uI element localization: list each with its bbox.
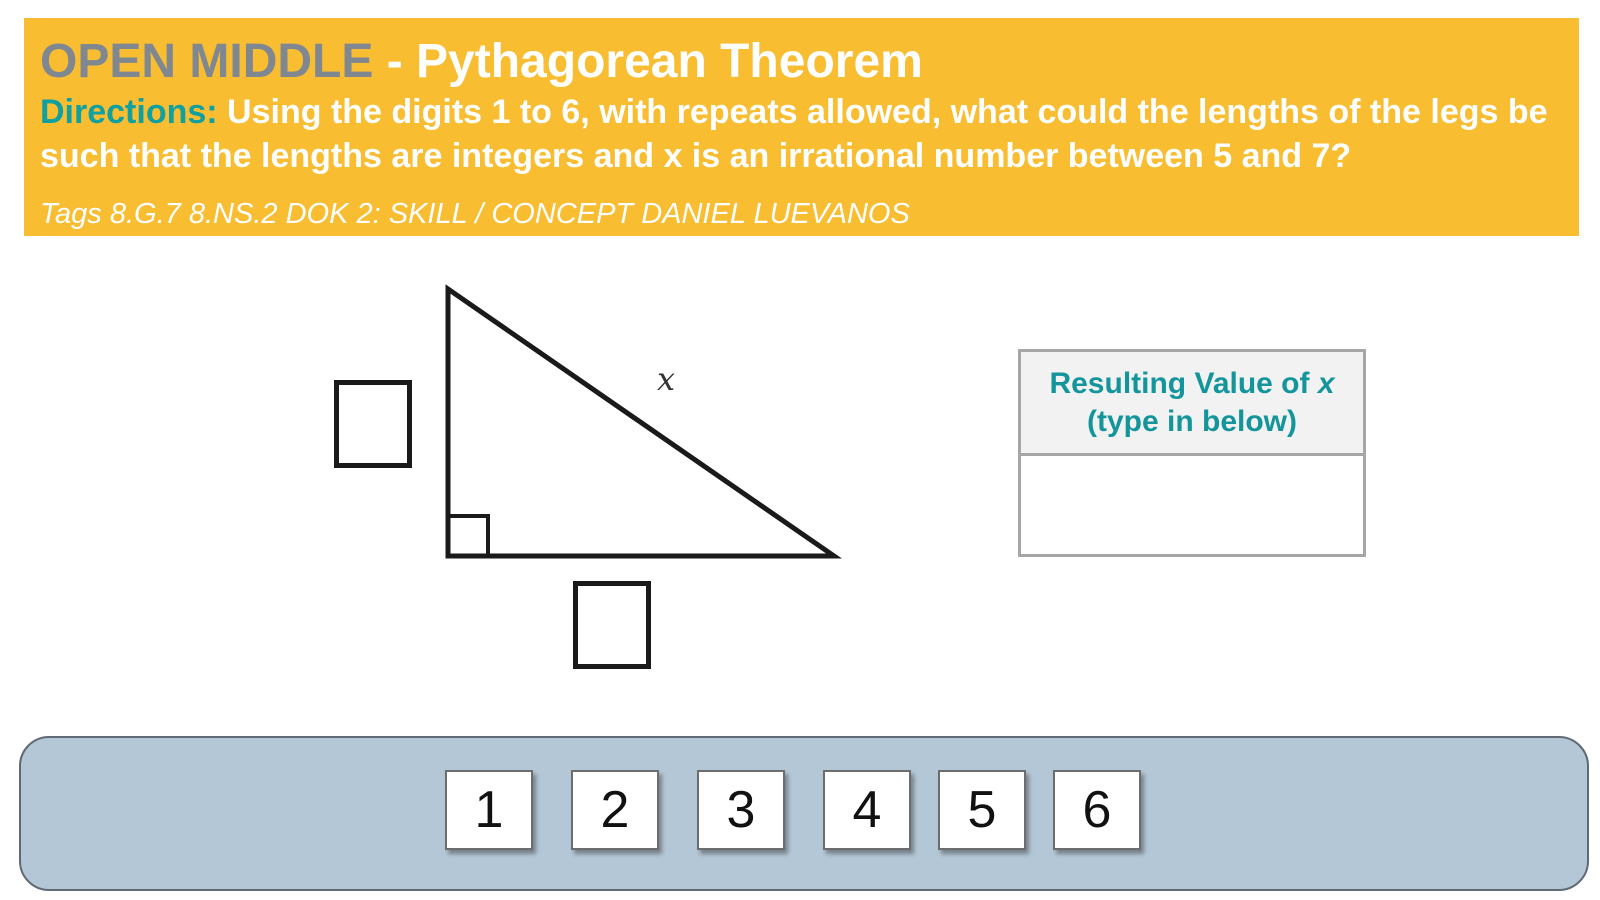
digit-tile-3[interactable]: 3 [697,770,785,850]
vertical-leg-drop-box[interactable] [334,380,412,468]
title-separator: - [386,35,403,88]
digit-tile-2[interactable]: 2 [571,770,659,850]
digit-tile-1[interactable]: 1 [445,770,533,850]
page-title [40,34,1579,90]
tags-line: Tags 8.G.7 8.NS.2 DOK 2: SKILL / CONCEPT DANIEL LUEVANOS [40,198,910,230]
digit-tile-4[interactable]: 4 [823,770,911,850]
result-header-variable: x [1317,366,1335,400]
digit-tile-6[interactable]: 6 [1053,770,1141,850]
title-brand: OPEN MIDDLE [40,35,374,88]
result-header-line1 [1049,365,1334,403]
result-header-line2: (type in below) [1087,404,1297,438]
triangle-shape [448,289,834,556]
header-banner [24,18,1579,236]
directions-text: Using the digits 1 to 6, with repeats allowed, what could the lengths of the legs be such that the lengths are integers and x is an irrational number between 5 and 7? [40,93,1548,175]
right-angle-marker [448,516,488,556]
digit-tile-5[interactable]: 5 [938,770,1026,850]
result-table [1018,349,1366,557]
result-header-prefix: Resulting Value of [1049,366,1310,400]
directions [40,90,1579,178]
horizontal-leg-drop-box[interactable] [573,581,651,669]
result-value-input[interactable] [1021,456,1363,554]
title-topic: Pythagorean Theorem [416,35,923,88]
result-header [1021,352,1363,456]
digit-tray [19,736,1589,891]
directions-label: Directions: [40,93,218,131]
hypotenuse-label: x [657,360,676,398]
